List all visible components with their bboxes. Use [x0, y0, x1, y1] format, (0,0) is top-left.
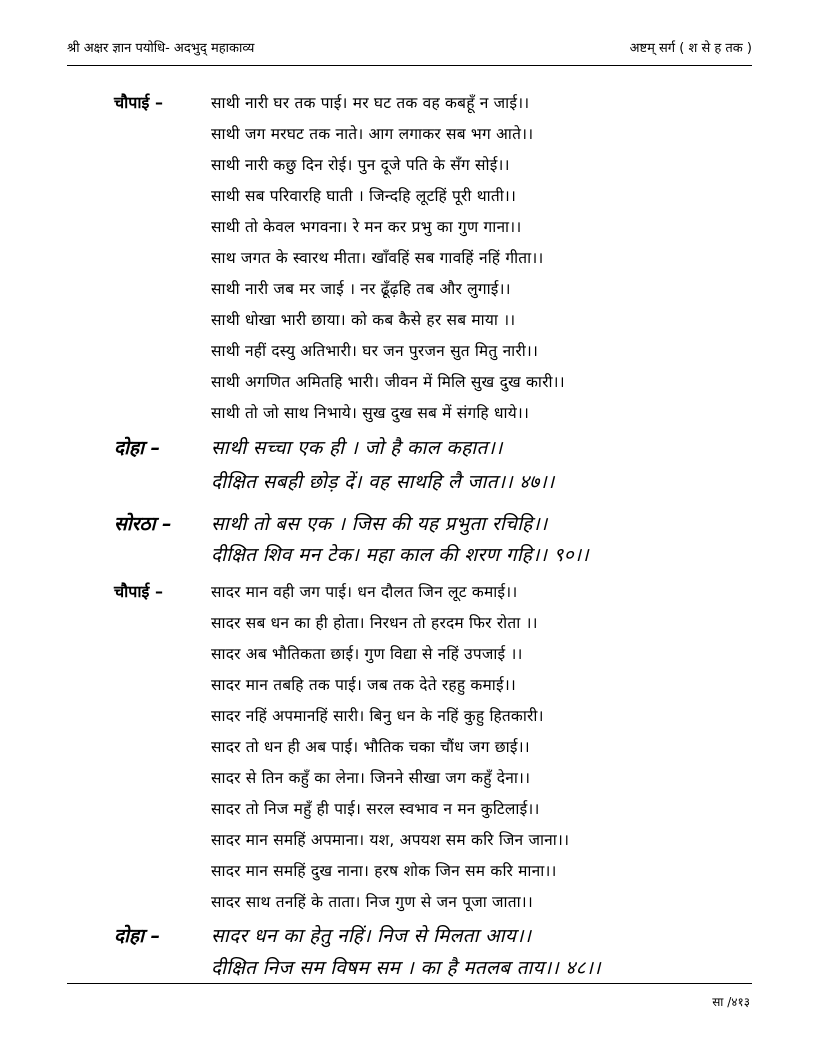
footer-rule: [67, 983, 752, 984]
verse-line: सादर साथ तनहिं के ताता। निज गुण से जन पूजा जाता।।: [211, 893, 533, 911]
header-rule: [67, 65, 752, 66]
page-number: सा /४१३: [712, 995, 750, 1009]
page-header: [67, 38, 752, 62]
verse-label: दोहा –: [114, 437, 161, 459]
verse-label: चौपाई –: [114, 93, 163, 112]
verse-label: दोहा –: [114, 925, 161, 947]
verse-line: सादर मान समहिं अपमाना। यश, अपयश सम करि जिन जाना।।: [211, 831, 570, 849]
header-book-title: श्री अक्षर ज्ञान पयोधि- अदभुद् महाकाव्य: [67, 41, 255, 56]
verse-line: साथी सच्चा एक ही । जो है काल कहात।।: [211, 437, 503, 459]
verse-line: सादर तो निज महुँ ही पाई। सरल स्वभाव न मन कुटिलाई।।: [211, 800, 540, 818]
verse-line: सादर से तिन कहुँ का लेना। जिनने सीखा जग कहुँ देना।।: [211, 769, 531, 787]
verse-line: साथी सब परिवारहि घाती । जिन्दहि लूटहिं पूरी थाती।।: [211, 187, 517, 205]
verse-line: साथी अगणित अमितहि भारी। जीवन में मिलि सुख दुख कारी।।: [211, 373, 565, 391]
verse-line: साथी नारी घर तक पाई। मर घट तक वह कबहूँ न जाई।।: [211, 94, 530, 112]
verse-line: दीक्षित शिव मन टेक। महा काल की शरण गहि।। ९०।।: [211, 544, 589, 566]
verse-line: साथी तो जो साथ निभाये। सुख दुख सब में संगहि धाये।।: [211, 404, 530, 422]
verse-line: सादर मान वही जग पाई। धन दौलत जिन लूट कमाई।।: [211, 583, 518, 601]
verse-line: साथी जग मरघट तक नाते। आग लगाकर सब भग आते।।: [211, 125, 534, 143]
verse-line: साथ जगत के स्वारथ मीता। खाँवहिं सब गावहिं नहिं गीता।।: [211, 249, 544, 267]
verse-line: साथी तो बस एक । जिस की यह प्रभुता रचिहि।।: [211, 513, 548, 535]
verse-line: साथी धोखा भारी छाया। को कब कैसे हर सब माया ।।: [211, 311, 516, 329]
verse-line: दीक्षित निज सम विषम सम । का है मतलब ताय।। ४८।।: [211, 957, 601, 979]
verse-line: सादर सब धन का ही होता। निरधन तो हरदम फिर रोता ।।: [211, 614, 538, 632]
verse-line: साथी नहीं दस्यु अतिभारी। घर जन पुरजन सुत मितु नारी।।: [211, 342, 539, 360]
verse-line: सादर तो धन ही अब पाई। भौतिक चका चौंध जग छाई।।: [211, 738, 530, 756]
verse-label: चौपाई –: [114, 582, 163, 601]
verse-line: साथी नारी कछु दिन रोई। पुन दूजे पति के सँग सोई।।: [211, 156, 510, 174]
verse-line: सादर मान तबहि तक पाई। जब तक देते रहहु कमाई।।: [211, 676, 516, 694]
verse-line: साथी तो केवल भगवना। रे मन कर प्रभु का गुण गाना।।: [211, 218, 522, 236]
verse-line: सादर धन का हेतु नहिं। निज से मिलता आय।।: [211, 925, 532, 947]
verse-line: सादर नहिं अपमानहिं सारी। बिनु धन के नहिं कुहु हितकारी।: [211, 707, 544, 725]
header-chapter-title: अष्टम् सर्ग ( श से ह तक ): [629, 41, 752, 56]
verse-line: साथी नारी जब मर जाई । नर ढूँढ़हि तब और लुगाई।।: [211, 280, 511, 298]
verse-line: दीक्षित सबही छोड़ दें। वह साथहि लै जात।। ४७।।: [211, 471, 555, 493]
verse-label: सोरठा –: [114, 513, 172, 535]
verse-line: सादर मान समहिं दुख नाना। हरष शोक जिन सम करि माना।।: [211, 862, 557, 880]
verse-line: सादर अब भौतिकता छाई। गुण विद्या से नहिं उपजाई ।।: [211, 645, 523, 663]
